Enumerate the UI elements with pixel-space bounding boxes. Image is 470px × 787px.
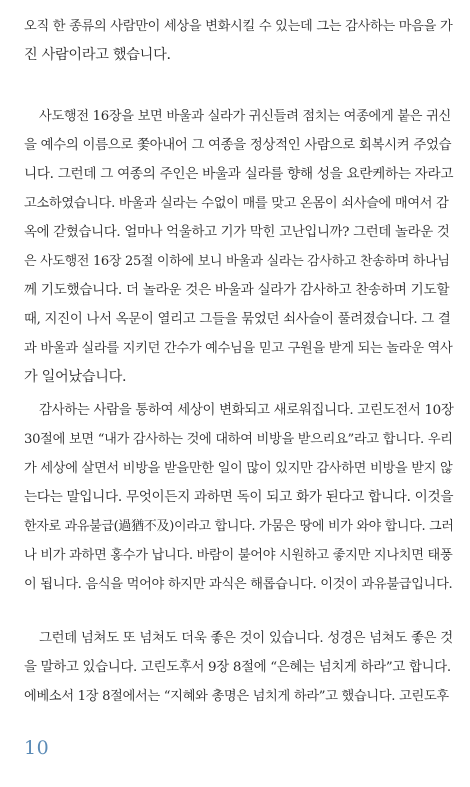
text-line: 은 사도행전 16장 25절 이하에 보니 바울과 실라는 감사하고 찬송하며 하나님 <box>24 254 450 269</box>
text-line: 고소하였습니다. 바울과 실라는 수없이 매를 맞고 온몸이 쇠사슬에 매여서 감 <box>24 196 449 211</box>
text-line: 때, 지진이 나서 옥문이 열리고 그들을 묶었던 쇠사슬이 풀려졌습니다. 그 결 <box>24 312 451 327</box>
text-line: 과 바울과 실라를 지키던 간수가 예수님을 믿고 구원을 받게 되는 놀라운 역사 <box>24 341 453 356</box>
text-line: 오직 한 종류의 사람만이 세상을 변화시킬 수 있는데 그는 감사하는 마음을 가 <box>24 19 453 34</box>
paragraph-3 <box>24 396 454 599</box>
text-line: 을 예수의 이름으로 쫓아내어 그 여종을 정상적인 사람으로 회복시켜 주었습 <box>24 138 452 153</box>
text-line: 니다. 그런데 그 여종의 주인은 바울과 실라를 향해 성을 요란케하는 자라고 <box>24 166 454 182</box>
page-number: 10 <box>24 737 50 759</box>
text-line: 는다는 말입니다. 무엇이든지 과하면 독이 되고 화가 된다고 합니다. 이것을 <box>24 489 454 505</box>
text-line: 옥에 갇혔습니다. 얼마나 억울하고 기가 막힌 고난입니까? 그런데 놀라운 것 <box>24 225 450 240</box>
text-line: 가 세상에 살면서 비방을 받을만한 일이 많이 있지만 감사하면 비방을 받지 않 <box>24 461 453 476</box>
text-line: 을 말하고 있습니다. 고린도후서 9장 8절에 “은혜는 넘치게 하라”고 합니다. <box>24 660 451 675</box>
text-line: 에베소서 1장 8절에서는 “지혜와 총명은 넘치게 하라”고 했습니다. 고린도후 <box>24 689 449 704</box>
paragraph-4 <box>24 624 454 711</box>
text-line: 그런데 넘쳐도 또 넘쳐도 더욱 좋은 것이 있습니다. 성경은 넘쳐도 좋은 것 <box>39 631 453 646</box>
text-line: 감사하는 사람을 통하여 세상이 변화되고 새로워집니다. 고린도전서 10장 <box>39 403 454 418</box>
text-line: 께 기도했습니다. 더 놀라운 것은 바울과 실라가 감사하고 찬송하며 기도할 <box>24 282 450 298</box>
paragraph-2 <box>24 102 454 392</box>
text-line: 30절에 보면 “내가 감사하는 것에 대하여 비방을 받으리요”라고 합니다. 우리 <box>24 432 453 447</box>
text-line: 이 됩니다. 음식을 먹어야 하지만 과식은 해롭습니다. 이것이 과유불급입니다. <box>24 577 453 592</box>
paragraph-1 <box>24 12 454 70</box>
text-line: 한자로 과유불급(過猶不及)이라고 합니다. 가뭄은 땅에 비가 와야 합니다. 그러 <box>24 519 454 534</box>
text-line: 나 비가 과하면 홍수가 납니다. 바람이 불어야 시원하고 좋지만 지나치면 태풍 <box>24 548 453 563</box>
text-line: 진 사람이라고 했습니다. <box>24 47 171 63</box>
text-line: 가 일어났습니다. <box>24 369 127 385</box>
text-line: 사도행전 16장을 보면 바울과 실라가 귀신들려 점치는 여종에게 붙은 귀신 <box>39 109 451 124</box>
